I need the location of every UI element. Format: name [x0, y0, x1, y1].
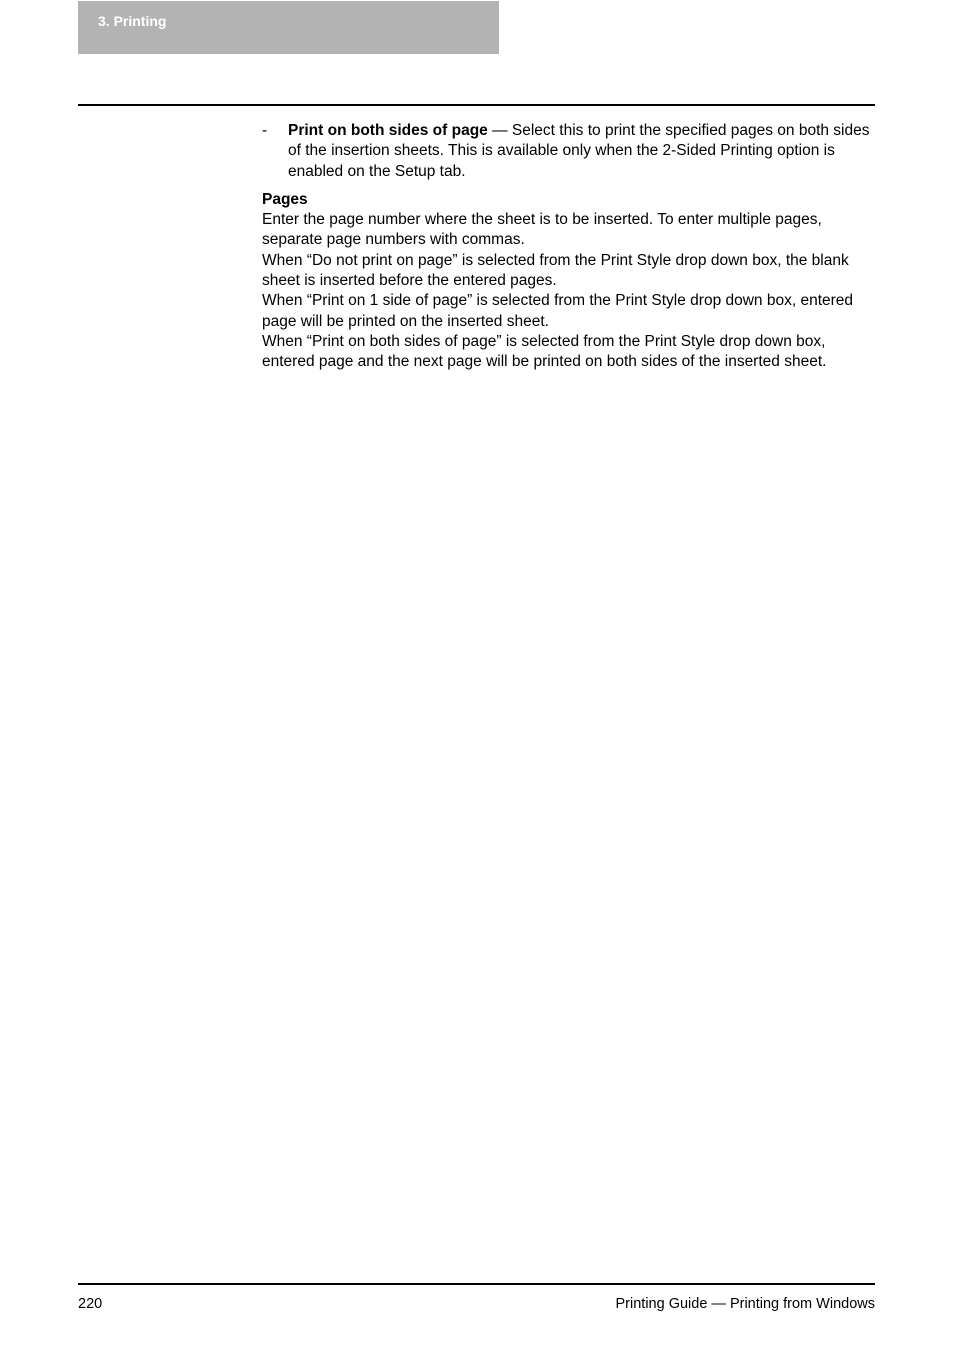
bullet-term: Print on both sides of page	[288, 122, 488, 139]
bullet-item-print-both-sides	[262, 121, 874, 182]
pages-paragraph: When “Print on 1 side of page” is selected from the Print Style drop down box, entered page will be printed on the inserted sheet.	[262, 292, 854, 330]
bullet-description: — Select this to print the specified pages on both sides of the insertion sheets. This is available only when the 2-Sided Printing option is enabled on the Setup tab.	[288, 122, 870, 180]
chapter-label: 3. Printing	[98, 13, 167, 29]
page-number: 220	[78, 1296, 103, 1312]
footer-title: Printing Guide — Printing from Windows	[615, 1296, 875, 1312]
header-rule	[78, 104, 875, 106]
main-content	[262, 121, 874, 373]
bullet-dash: -	[262, 122, 268, 139]
chapter-tab	[78, 1, 499, 54]
footer-rule	[78, 1283, 875, 1285]
pages-paragraph: When “Print on both sides of page” is selected from the Print Style drop down box, entered page and the next page will be printed on both sides of the inserted sheet.	[262, 332, 827, 371]
section-heading-pages: Pages	[262, 190, 308, 208]
pages-paragraph: Enter the page number where the sheet is to be inserted. To enter multiple pages, separate page numbers with commas.	[262, 211, 822, 249]
pages-paragraph: When “Do not print on page” is selected from the Print Style drop down box, the blank sheet is inserted before the entered pages.	[262, 251, 849, 290]
